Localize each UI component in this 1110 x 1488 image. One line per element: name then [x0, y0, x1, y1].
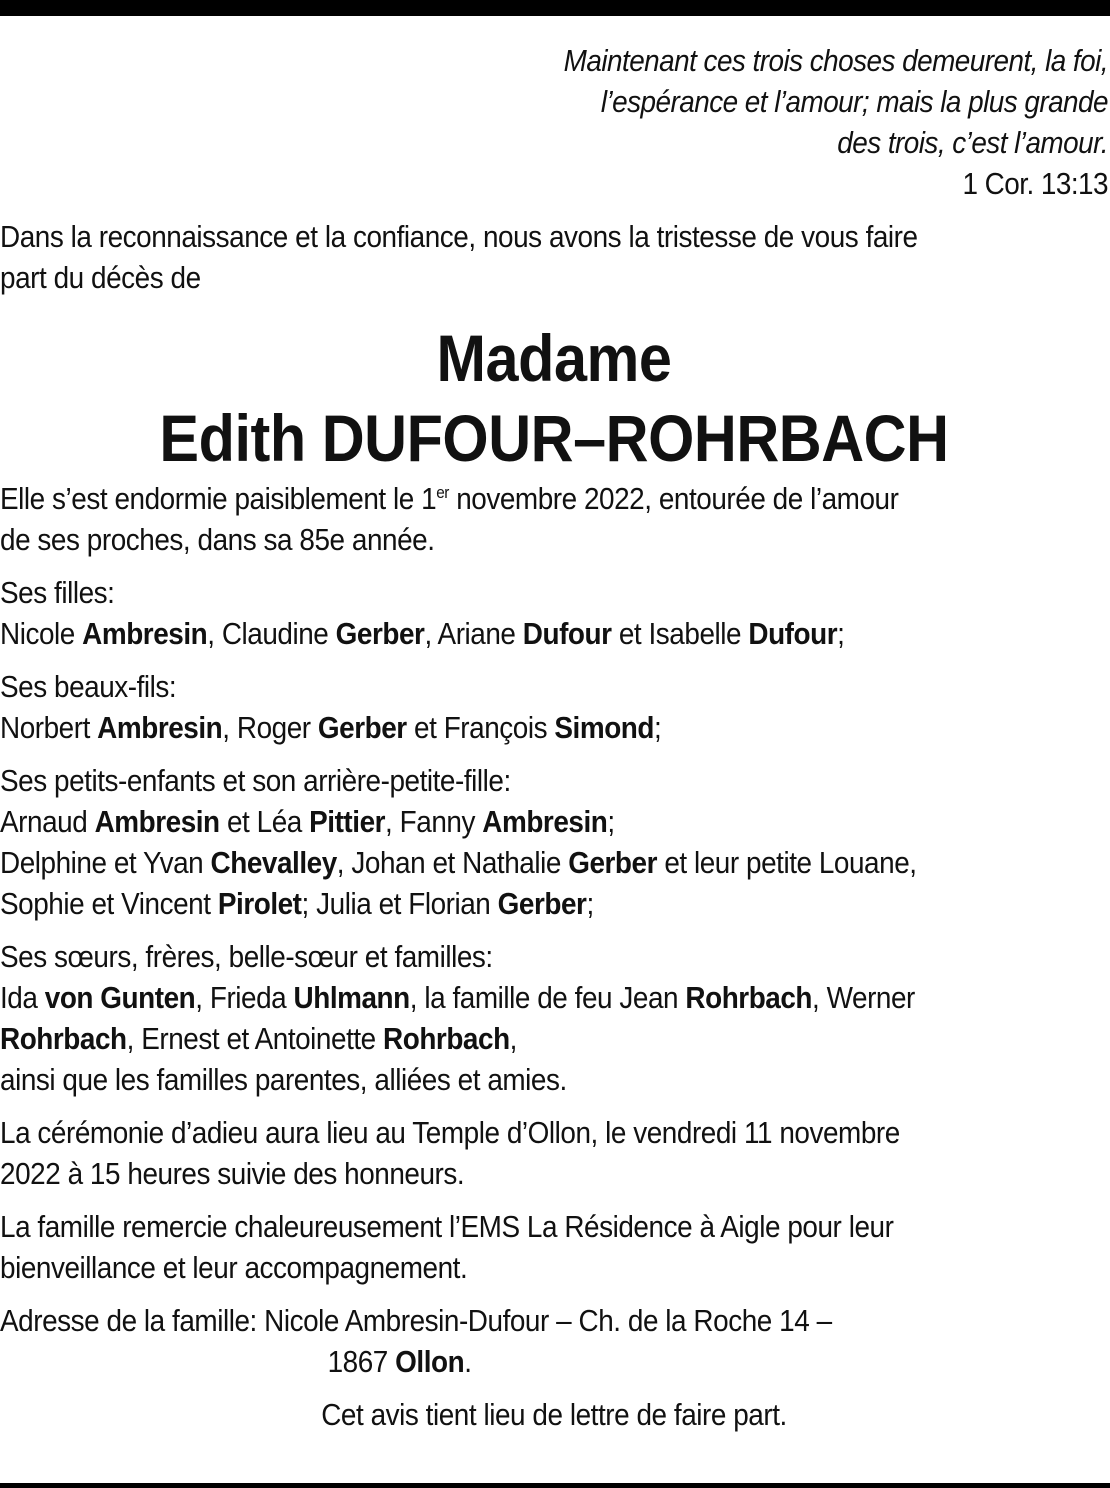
names-line: ainsi que les familles parentes, alliées et amies.	[0, 1062, 567, 1097]
deceased-name: Edith DUFOUR–ROHRBACH	[159, 401, 949, 475]
grandchildren-section	[0, 760, 1108, 924]
names-line: Arnaud Ambresin et Léa Pittier, Fanny Ambresin;	[0, 804, 615, 839]
ceremony-line: La cérémonie d’adieu aura lieu au Temple d’Ollon, le vendredi 11 novembre	[0, 1115, 900, 1150]
closing-line: Cet avis tient lieu de lettre de faire part.	[321, 1397, 787, 1432]
intro-line: Dans la reconnaissance et la confiance, nous avons la tristesse de vous faire	[0, 219, 918, 254]
address-line: 1867 Ollon.	[327, 1344, 472, 1379]
names-line: Sophie et Vincent Pirolet; Julia et Florian Gerber;	[0, 886, 594, 921]
section-heading: Ses beaux-fils:	[0, 669, 177, 704]
names-line: Ida von Gunten, Frieda Uhlmann, la famille de feu Jean Rohrbach, Werner	[0, 980, 915, 1015]
bottom-rule	[0, 1483, 1110, 1488]
announcement-paragraph	[0, 478, 1108, 560]
section-heading: Ses filles:	[0, 575, 115, 610]
top-rule	[0, 0, 1110, 16]
daughters-section	[0, 572, 1108, 654]
quote-line: l’espérance et l’amour; mais la plus grande	[600, 84, 1108, 119]
thanks-line: La famille remercie chaleureusement l’EMS La Résidence à Aigle pour leur	[0, 1209, 894, 1244]
sons-in-law-section	[0, 666, 1108, 748]
address-paragraph	[0, 1300, 1108, 1382]
thanks-line: bienveillance et leur accompagnement.	[0, 1250, 468, 1285]
siblings-section	[0, 936, 1108, 1100]
quote-line: des trois, c’est l’amour.	[837, 125, 1108, 160]
names-line: Rohrbach, Ernest et Antoinette Rohrbach,	[0, 1021, 517, 1056]
ceremony-paragraph	[0, 1112, 1108, 1194]
intro-paragraph	[0, 216, 1108, 298]
quote-line: Maintenant ces trois choses demeurent, la foi,	[563, 43, 1108, 78]
names-line: Delphine et Yvan Chevalley, Johan et Nathalie Gerber et leur petite Louane,	[0, 845, 917, 880]
quote-reference: 1 Cor. 13:13	[962, 166, 1108, 201]
announcement-line: de ses proches, dans sa 85e année.	[0, 522, 435, 557]
address-city: Ollon	[395, 1344, 465, 1379]
obituary-notice	[0, 40, 1108, 1435]
bible-quote	[111, 40, 1108, 204]
address-line: Adresse de la famille: Nicole Ambresin-Dufour – Ch. de la Roche 14 –	[0, 1303, 832, 1338]
names-line: Norbert Ambresin, Roger Gerber et François Simond;	[0, 710, 662, 745]
announcement-line: Elle s’est endormie paisiblement le 1er novembre 2022, entourée de l’amour	[0, 481, 899, 516]
section-heading: Ses sœurs, frères, belle-sœur et familles:	[0, 939, 493, 974]
ordinal-superscript: er	[436, 483, 449, 502]
section-heading: Ses petits-enfants et son arrière-petite-fille:	[0, 763, 511, 798]
ceremony-line: 2022 à 15 heures suivie des honneurs.	[0, 1156, 465, 1191]
deceased-title: Madame	[436, 321, 672, 395]
intro-line: part du décès de	[0, 260, 201, 295]
thanks-paragraph	[0, 1206, 1108, 1288]
names-line: Nicole Ambresin, Claudine Gerber, Ariane Dufour et Isabelle Dufour;	[0, 616, 845, 651]
